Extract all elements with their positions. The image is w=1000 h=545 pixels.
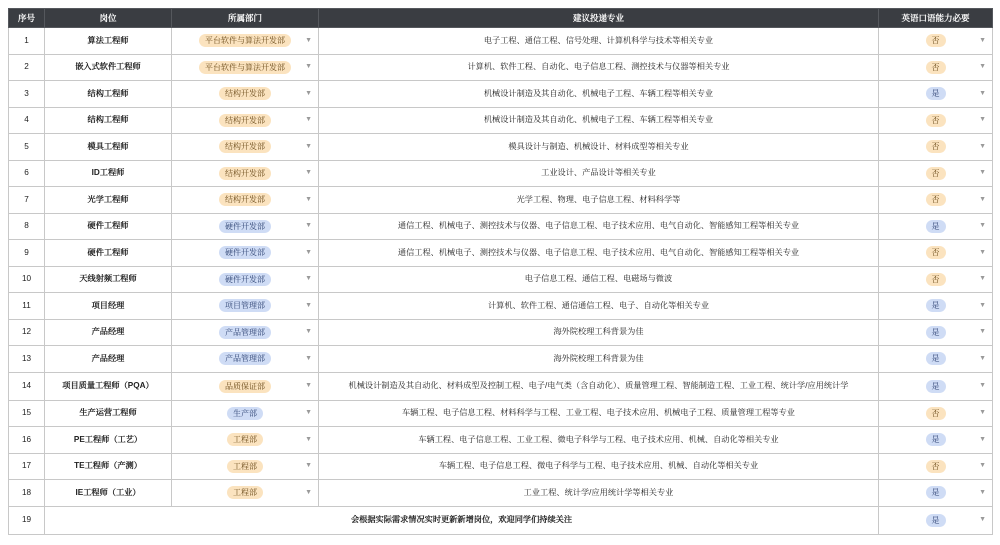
cell-position[interactable] [45,213,172,240]
chevron-down-icon[interactable]: ▼ [979,516,986,523]
position-text: 项目质量工程师（PQA） [62,381,154,390]
cell-no[interactable] [9,187,45,214]
major-text: 机械设计制造及其自动化、材料成型及控制工程、电子/电气类（含自动化）、质量管理工程、智能制造工程、工业工程、统计学/应用统计学 [348,381,849,390]
position-text: 项目经理 [91,300,125,310]
chevron-down-icon[interactable]: ▼ [305,301,312,309]
cell-position[interactable] [45,107,172,134]
cell-no[interactable] [9,427,45,454]
job-table [8,8,993,535]
header-dept[interactable]: 所属部门 [172,9,319,28]
cell-major[interactable] [319,213,879,240]
table-row [9,266,993,293]
chevron-down-icon[interactable]: ▼ [305,195,312,203]
position-text: ID工程师 [91,168,125,178]
english-tag: 否 [926,246,946,259]
row-number: 6 [24,168,29,178]
note-text: 会根据实际需求情况实时更新新增岗位，欢迎同学们持续关注 [350,515,573,524]
row-number: 12 [21,327,32,337]
header-english[interactable]: 英语口语能力必要 [879,9,993,28]
cell-english[interactable] [879,54,993,81]
english-tag: 否 [926,167,946,180]
cell-position[interactable] [45,453,172,480]
chevron-down-icon[interactable]: ▼ [305,409,312,417]
major-text: 工业工程、统计学/应用统计学等相关专业 [523,487,674,497]
cell-major[interactable] [319,54,879,81]
cell-major[interactable] [319,81,879,108]
chevron-down-icon[interactable]: ▼ [979,301,986,309]
cell-position[interactable] [45,81,172,108]
row-number: 5 [24,141,29,151]
dept-tag: 结构开发部 [219,114,271,127]
cell-english[interactable] [879,427,993,454]
cell-english[interactable] [879,187,993,214]
english-tag: 是 [926,299,946,312]
cell-position[interactable] [45,400,172,427]
major-text: 电子信息工程、通信工程、电磁场与微波 [524,274,673,284]
cell-english[interactable] [879,81,993,108]
dept-tag: 产品管理部 [219,326,271,339]
english-tag: 否 [926,140,946,153]
chevron-down-icon[interactable]: ▼ [979,462,986,470]
english-tag: 是 [926,220,946,233]
cell-note[interactable] [45,506,879,534]
english-tag: 是 [926,326,946,339]
cell-dept[interactable] [172,160,319,187]
english-tag: 是 [926,352,946,365]
cell-major[interactable] [319,240,879,267]
major-text: 车辆工程、电子信息工程、材料科学与工程、工业工程、电子技术应用、机械电子工程、质量管理工程等专业 [401,408,795,418]
dept-tag: 品质保证部 [219,380,271,393]
cell-dept[interactable] [172,266,319,293]
chevron-down-icon[interactable]: ▼ [979,488,986,496]
cell-major[interactable] [319,319,879,346]
chevron-down-icon[interactable]: ▼ [979,169,986,177]
position-text: 算法工程师 [87,35,129,45]
chevron-down-icon[interactable]: ▼ [979,222,986,230]
cell-no[interactable] [9,81,45,108]
cell-no[interactable] [9,480,45,507]
major-text: 通信工程、机械电子、测控技术与仪器、电子信息工程、电子技术应用、电气自动化、智能感知工程等相关专业 [397,221,800,231]
table-row [9,134,993,161]
cell-no[interactable] [9,453,45,480]
cell-dept[interactable] [172,107,319,134]
position-text: 硬件工程师 [87,247,129,257]
table-row [9,107,993,134]
row-number: 14 [21,381,32,390]
table-row [9,240,993,267]
major-text: 计算机、软件工程、自动化、电子信息工程、测控技术与仪器等相关专业 [467,62,730,72]
dept-tag: 结构开发部 [219,87,271,100]
cell-no[interactable] [9,400,45,427]
cell-dept[interactable] [172,240,319,267]
row-number: 11 [22,300,31,310]
position-text: 产品经理 [91,353,125,363]
cell-english[interactable] [879,28,993,55]
cell-dept[interactable] [172,213,319,240]
english-tag: 否 [926,61,946,74]
major-text: 车辆工程、电子信息工程、微电子科学与工程、电子技术应用、机械、自动化等相关专业 [438,461,759,471]
cell-dept[interactable] [172,453,319,480]
chevron-down-icon[interactable]: ▼ [305,63,312,71]
major-text: 工业设计、产品设计等相关专业 [541,168,656,178]
chevron-down-icon[interactable]: ▼ [979,89,986,97]
major-text: 海外院校理工科背景为佳 [553,353,644,363]
row-number: 10 [21,274,32,284]
cell-major[interactable] [319,480,879,507]
cell-position[interactable] [45,134,172,161]
cell-english[interactable] [879,480,993,507]
cell-no[interactable] [9,240,45,267]
cell-english[interactable] [879,160,993,187]
position-text: 天线射频工程师 [79,274,137,284]
position-text: 模具工程师 [87,141,129,151]
cell-english[interactable] [879,372,993,400]
dept-tag: 工程部 [227,460,263,473]
table-row [9,346,993,373]
chevron-down-icon[interactable]: ▼ [979,382,986,389]
chevron-down-icon[interactable]: ▼ [305,382,312,389]
table-row [9,400,993,427]
cell-major[interactable] [319,266,879,293]
cell-major[interactable] [319,346,879,373]
cell-major[interactable] [319,134,879,161]
cell-major[interactable] [319,187,879,214]
english-tag: 否 [926,114,946,127]
position-text: 生产运营工程师 [79,408,137,418]
cell-dept[interactable] [172,427,319,454]
dept-tag: 硬件开发部 [219,246,271,259]
chevron-down-icon[interactable]: ▼ [979,354,986,362]
row-number: 9 [24,247,29,257]
chevron-down-icon[interactable]: ▼ [305,222,312,230]
english-tag: 是 [926,433,946,446]
cell-major[interactable] [319,453,879,480]
chevron-down-icon[interactable]: ▼ [979,328,986,336]
chevron-down-icon[interactable]: ▼ [305,435,312,443]
major-text: 海外院校理工科背景为佳 [553,327,644,337]
chevron-down-icon[interactable]: ▼ [305,462,312,470]
cell-no[interactable] [9,319,45,346]
english-tag: 是 [926,380,946,393]
chevron-down-icon[interactable]: ▼ [305,169,312,177]
dept-tag: 项目管理部 [219,299,271,312]
chevron-down-icon[interactable]: ▼ [979,36,986,44]
major-text: 机械设计制造及其自动化、机械电子工程、车辆工程等相关专业 [483,88,714,98]
cell-major[interactable] [319,400,879,427]
cell-english[interactable] [879,213,993,240]
chevron-down-icon[interactable]: ▼ [979,409,986,417]
cell-english[interactable] [879,453,993,480]
header-position[interactable]: 岗位 [45,9,172,28]
cell-position[interactable] [45,54,172,81]
cell-position[interactable] [45,187,172,214]
row-number: 15 [21,408,32,418]
dept-tag: 平台软件与算法开发部 [199,34,291,47]
cell-no[interactable] [9,213,45,240]
dept-tag: 工程部 [227,433,263,446]
cell-position[interactable] [45,372,172,400]
chevron-down-icon[interactable]: ▼ [305,142,312,150]
row-number: 17 [21,461,32,471]
position-text: 硬件工程师 [87,221,129,231]
cell-position[interactable] [45,266,172,293]
cell-position[interactable] [45,28,172,55]
chevron-down-icon[interactable]: ▼ [305,354,312,362]
cell-dept[interactable] [172,187,319,214]
chevron-down-icon[interactable]: ▼ [305,116,312,124]
cell-dept[interactable] [172,400,319,427]
chevron-down-icon[interactable]: ▼ [305,89,312,97]
row-number: 16 [21,434,32,444]
cell-position[interactable] [45,240,172,267]
english-tag: 否 [926,460,946,473]
major-text: 车辆工程、电子信息工程、工业工程、微电子科学与工程、电子技术应用、机械、自动化等相关专业 [418,434,779,444]
cell-major[interactable] [319,293,879,320]
header-no[interactable]: 序号 [9,9,45,28]
english-tag: 是 [926,486,946,499]
cell-major[interactable] [319,427,879,454]
major-text: 机械设计制造及其自动化、机械电子工程、车辆工程等相关专业 [483,115,714,125]
table-body [9,28,993,535]
cell-english[interactable] [879,346,993,373]
cell-no[interactable] [9,160,45,187]
row-number: 3 [24,88,29,98]
cell-english[interactable] [879,107,993,134]
chevron-down-icon[interactable]: ▼ [979,195,986,203]
chevron-down-icon[interactable]: ▼ [305,328,312,336]
table-row [9,187,993,214]
row-number: 13 [21,353,32,363]
header-row [9,9,993,28]
cell-english[interactable] [879,506,993,534]
cell-dept[interactable] [172,480,319,507]
table-row [9,372,993,400]
chevron-down-icon[interactable]: ▼ [979,63,986,71]
english-tag: 否 [926,407,946,420]
english-tag: 是 [926,514,946,527]
cell-dept[interactable] [172,293,319,320]
position-text: 嵌入式软件工程师 [75,62,141,72]
cell-no[interactable] [9,293,45,320]
chevron-down-icon[interactable]: ▼ [979,275,986,283]
footer-row [9,506,993,534]
cell-no[interactable] [9,107,45,134]
row-number: 2 [24,62,29,72]
cell-english[interactable] [879,319,993,346]
english-tag: 否 [926,193,946,206]
chevron-down-icon[interactable]: ▼ [979,435,986,443]
cell-english[interactable] [879,134,993,161]
chevron-down-icon[interactable]: ▼ [305,275,312,283]
cell-dept[interactable] [172,81,319,108]
major-text: 计算机、软件工程、通信通信工程、电子、自动化等相关专业 [487,300,710,310]
dept-tag: 结构开发部 [219,167,271,180]
cell-no[interactable] [9,266,45,293]
cell-no[interactable] [9,346,45,373]
cell-english[interactable] [879,400,993,427]
dept-tag: 工程部 [227,486,263,499]
table-row [9,160,993,187]
dept-tag: 产品管理部 [219,352,271,365]
cell-position[interactable] [45,319,172,346]
row-number: 1 [24,35,29,45]
chevron-down-icon[interactable]: ▼ [979,116,986,124]
position-text: TE工程师（产测） [74,461,142,471]
cell-no[interactable] [9,134,45,161]
cell-no[interactable] [9,28,45,55]
cell-major[interactable] [319,107,879,134]
cell-dept[interactable] [172,28,319,55]
cell-dept[interactable] [172,319,319,346]
cell-major[interactable] [319,372,879,400]
dept-tag: 硬件开发部 [219,220,271,233]
table-row [9,319,993,346]
cell-major[interactable] [319,28,879,55]
cell-no[interactable] [9,54,45,81]
english-tag: 否 [926,273,946,286]
cell-dept[interactable] [172,54,319,81]
cell-english[interactable] [879,266,993,293]
row-number: 8 [24,221,29,231]
position-text: PE工程师（工艺） [73,434,143,444]
chevron-down-icon[interactable]: ▼ [979,248,986,256]
cell-no[interactable] [9,372,45,400]
cell-dept[interactable] [172,372,319,400]
cell-position[interactable] [45,160,172,187]
dept-tag: 结构开发部 [219,193,271,206]
english-tag: 是 [926,87,946,100]
cell-english[interactable] [879,240,993,267]
table-row [9,453,993,480]
row-number: 18 [21,487,32,497]
position-text: 结构工程师 [87,115,129,125]
cell-position[interactable] [45,346,172,373]
cell-dept[interactable] [172,134,319,161]
position-text: 光学工程师 [87,194,129,204]
major-text: 电子工程、通信工程、信号处理、计算机科学与技术等相关专业 [483,35,714,45]
cell-english[interactable] [879,293,993,320]
table-row [9,427,993,454]
chevron-down-icon[interactable]: ▼ [305,248,312,256]
row-number: 19 [21,515,32,524]
chevron-down-icon[interactable]: ▼ [305,488,312,496]
table-row [9,480,993,507]
dept-tag: 结构开发部 [219,140,271,153]
cell-no[interactable] [9,506,45,534]
table-row [9,28,993,55]
dept-tag: 硬件开发部 [219,273,271,286]
dept-tag: 生产部 [227,407,263,420]
cell-position[interactable] [45,427,172,454]
major-text: 模具设计与制造、机械设计、材料成型等相关专业 [508,141,689,151]
position-text: IE工程师（工业） [75,487,141,497]
dept-tag: 平台软件与算法开发部 [199,61,291,74]
chevron-down-icon[interactable]: ▼ [979,142,986,150]
cell-major[interactable] [319,160,879,187]
english-tag: 否 [926,34,946,47]
chevron-down-icon[interactable]: ▼ [305,36,312,44]
spreadsheet [8,8,992,535]
header-major[interactable]: 建议投递专业 [319,9,879,28]
cell-dept[interactable] [172,346,319,373]
cell-position[interactable] [45,293,172,320]
major-text: 光学工程、物理、电子信息工程、材料科学等 [516,194,681,204]
table-row [9,81,993,108]
row-number: 4 [24,115,29,125]
table-row [9,213,993,240]
position-text: 产品经理 [91,327,125,337]
major-text: 通信工程、机械电子、测控技术与仪器、电子信息工程、电子技术应用、电气自动化、智能感知工程等相关专业 [397,247,800,257]
position-text: 结构工程师 [87,88,129,98]
table-row [9,54,993,81]
table-row [9,293,993,320]
cell-position[interactable] [45,480,172,507]
row-number: 7 [24,194,29,204]
